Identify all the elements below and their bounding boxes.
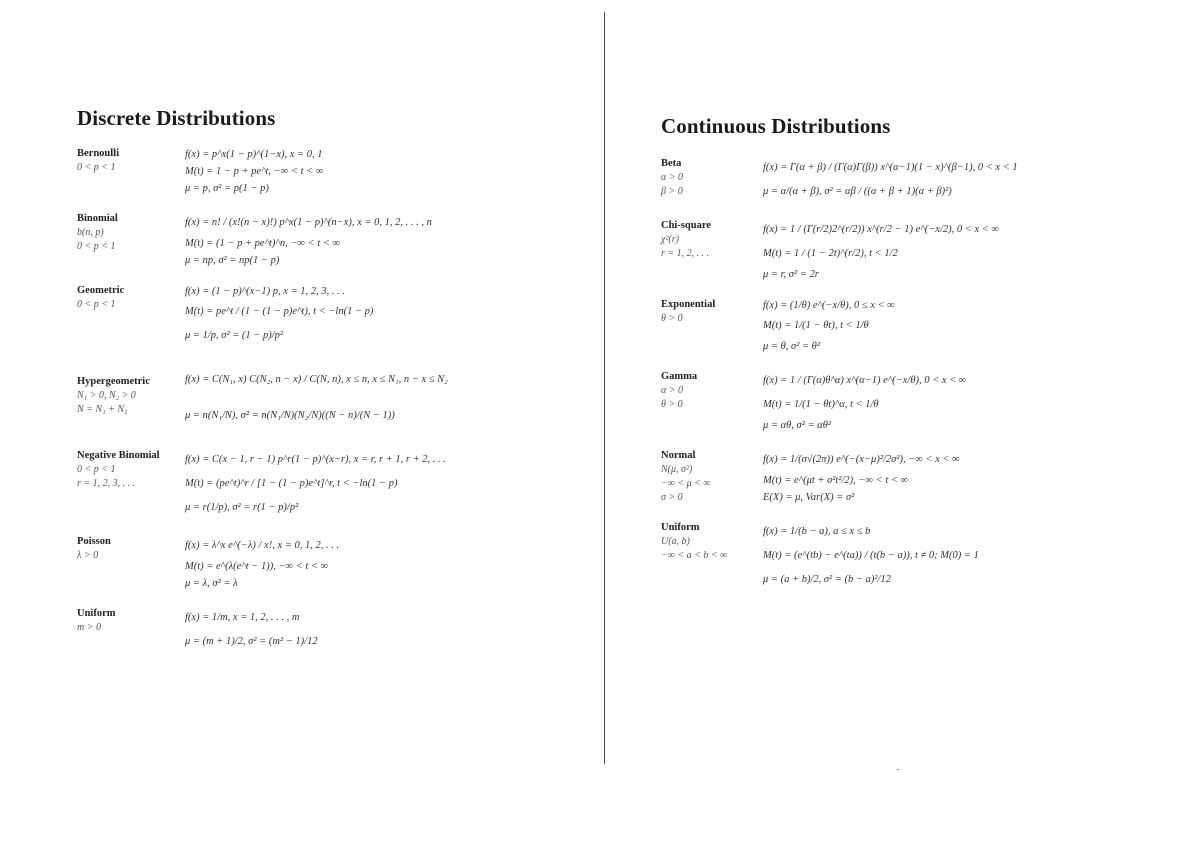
continuous-heading: Continuous Distributions xyxy=(661,114,891,138)
dist-param: σ > 0 xyxy=(661,492,683,503)
formula-mgf: M(t) = (e^(tb) − e^(ta)) / (t(b − a)), t ≠ 0; M(0) = 1 xyxy=(763,550,979,561)
dist-binomial xyxy=(77,212,582,270)
dist-param: N = N₁ + N₂ xyxy=(77,404,128,415)
dist-param: 0 < p < 1 xyxy=(77,299,116,310)
dist-beta xyxy=(661,157,1181,205)
formula-pdf: f(x) = 1 / (Γ(α)θ^α) x^(α−1) e^(−x/θ), 0 < x < ∞ xyxy=(763,375,967,386)
formula-moments: μ = r(1/p), σ² = r(1 − p)/p² xyxy=(185,502,299,513)
dist-param: U(a, b) xyxy=(661,536,690,547)
formula-mgf: M(t) = 1 / (1 − 2t)^(r/2), t < 1/2 xyxy=(763,248,898,259)
formula-mgf: M(t) = (1 − p + pe^t)^n, −∞ < t < ∞ xyxy=(185,238,340,249)
formula-pmf: f(x) = λ^x e^(−λ) / x!, x = 0, 1, 2, . . . xyxy=(185,540,340,551)
dist-param: 0 < p < 1 xyxy=(77,162,116,173)
dist-param: −∞ < μ < ∞ xyxy=(661,478,711,489)
dist-uniform-continuous xyxy=(661,521,1181,593)
formula-pdf: f(x) = Γ(α + β) / (Γ(α)Γ(β)) x^(α−1)(1 − x)^(β−1), 0 < x < 1 xyxy=(763,162,1018,173)
dist-bernoulli xyxy=(77,147,582,198)
dist-param: −∞ < a < b < ∞ xyxy=(661,550,728,561)
dist-name: Poisson xyxy=(77,536,111,547)
dist-param: r = 1, 2, 3, . . . xyxy=(77,478,136,489)
dist-name: Hypergeometric xyxy=(77,376,150,387)
formula-moments: μ = α/(α + β), σ² = αβ / ((α + β + 1)(α + β)²) xyxy=(763,186,952,197)
dist-negative-binomial xyxy=(77,449,582,521)
dist-param: 0 < p < 1 xyxy=(77,464,116,475)
formula-moments: μ = λ, σ² = λ xyxy=(185,578,238,589)
dist-name: Binomial xyxy=(77,213,118,224)
formula-moments: μ = np, σ² = np(1 − p) xyxy=(185,255,280,266)
dist-param: θ > 0 xyxy=(661,313,683,324)
dist-name: Uniform xyxy=(77,608,116,619)
page-gutter-divider xyxy=(604,12,605,764)
formula-moments: μ = n(N₁/N), σ² = n(N₁/N)(N₂/N)((N − n)/(N − 1)) xyxy=(185,410,395,421)
formula-mgf: M(t) = 1 − p + pe^t, −∞ < t < ∞ xyxy=(185,166,324,177)
dist-param: λ > 0 xyxy=(77,550,99,561)
dist-name: Negative Binomial xyxy=(77,450,160,461)
dist-chi-square xyxy=(661,219,1181,284)
formula-pmf: f(x) = C(N₁, x) C(N₂, n − x) / C(N, n), x ≤ n, x ≤ N₁, n − x ≤ N₂ xyxy=(185,374,448,385)
dist-param: θ > 0 xyxy=(661,399,683,410)
formula-pdf: f(x) = (1/θ) e^(−x/θ), 0 ≤ x < ∞ xyxy=(763,300,895,311)
formula-pdf: f(x) = 1 / (Γ(r/2)2^(r/2)) x^(r/2 − 1) e^(−x/2), 0 < x < ∞ xyxy=(763,224,999,235)
dist-name: Exponential xyxy=(661,299,716,310)
dist-param: m > 0 xyxy=(77,622,101,633)
formula-moments: μ = (a + b)/2, σ² = (b − a)²/12 xyxy=(763,574,891,585)
dist-name: Normal xyxy=(661,450,696,461)
dist-name: Geometric xyxy=(77,285,125,296)
formula-mgf: M(t) = 1/(1 − θt)^α, t < 1/θ xyxy=(763,399,879,410)
formula-moments: μ = 1/p, σ² = (1 − p)/p² xyxy=(185,330,284,341)
formula-moments: E(X) = μ, Var(X) = σ² xyxy=(763,492,855,503)
dist-poisson xyxy=(77,535,582,593)
dist-hypergeometric xyxy=(77,363,582,435)
dist-param: 0 < p < 1 xyxy=(77,241,116,252)
dist-normal xyxy=(661,449,1181,507)
dist-param: α > 0 xyxy=(661,172,683,183)
formula-mgf: M(t) = 1/(1 − θt), t < 1/θ xyxy=(763,320,869,331)
dist-name: Gamma xyxy=(661,371,698,382)
dist-param: N₁ > 0, N₂ > 0 xyxy=(77,390,136,401)
discrete-page xyxy=(77,106,582,669)
discrete-heading: Discrete Distributions xyxy=(77,106,276,130)
formula-mgf: M(t) = (pe^t)^r / [1 − (1 − p)e^t]^r, t < −ln(1 − p) xyxy=(185,478,398,489)
dist-param: N(μ, σ²) xyxy=(661,464,693,475)
formula-mgf: M(t) = e^(λ(e^t − 1)), −∞ < t < ∞ xyxy=(185,561,329,572)
formula-mgf: M(t) = e^(μt + σ²t²/2), −∞ < t < ∞ xyxy=(763,475,909,486)
dist-param: β > 0 xyxy=(661,186,683,197)
formula-mgf: M(t) = pe^t / (1 − (1 − p)e^t), t < −ln(1 − p) xyxy=(185,306,374,317)
scan-speck xyxy=(897,769,899,770)
formula-moments: μ = r, σ² = 2r xyxy=(763,269,819,280)
formula-pmf: f(x) = n! / (x!(n − x)!) p^x(1 − p)^(n−x), x = 0, 1, 2, . . . , n xyxy=(185,217,432,228)
formula-pmf: f(x) = 1/m, x = 1, 2, . . . , m xyxy=(185,612,300,623)
formula-pdf: f(x) = 1/(σ√(2π)) e^(−(x−μ)²/2σ²), −∞ < x < ∞ xyxy=(763,454,960,465)
formula-moments: μ = p, σ² = p(1 − p) xyxy=(185,183,269,194)
formula-pdf: f(x) = 1/(b − a), a ≤ x ≤ b xyxy=(763,526,871,537)
formula-pmf: f(x) = (1 − p)^(x−1) p, x = 1, 2, 3, . . . xyxy=(185,286,345,297)
formula-pmf: f(x) = C(x − 1, r − 1) p^r(1 − p)^(x−r), x = r, r + 1, r + 2, . . . xyxy=(185,454,446,465)
continuous-page xyxy=(661,114,1181,607)
dist-name: Chi-square xyxy=(661,220,711,231)
formula-moments: μ = αθ, σ² = αθ² xyxy=(763,420,832,431)
dist-uniform-discrete xyxy=(77,607,582,655)
dist-param: r = 1, 2, . . . xyxy=(661,248,710,259)
dist-name: Beta xyxy=(661,158,682,169)
dist-geometric xyxy=(77,284,582,349)
dist-param: b(n, p) xyxy=(77,227,104,238)
dist-exponential xyxy=(661,298,1181,356)
dist-param: α > 0 xyxy=(661,385,683,396)
dist-gamma xyxy=(661,370,1181,435)
dist-name: Bernoulli xyxy=(77,148,120,159)
formula-moments: μ = θ, σ² = θ² xyxy=(763,341,820,352)
formula-moments: μ = (m + 1)/2, σ² = (m² − 1)/12 xyxy=(185,636,318,647)
dist-name: Uniform xyxy=(661,522,700,533)
dist-param: χ²(r) xyxy=(661,234,679,245)
formula-pmf: f(x) = p^x(1 − p)^(1−x), x = 0, 1 xyxy=(185,149,323,160)
